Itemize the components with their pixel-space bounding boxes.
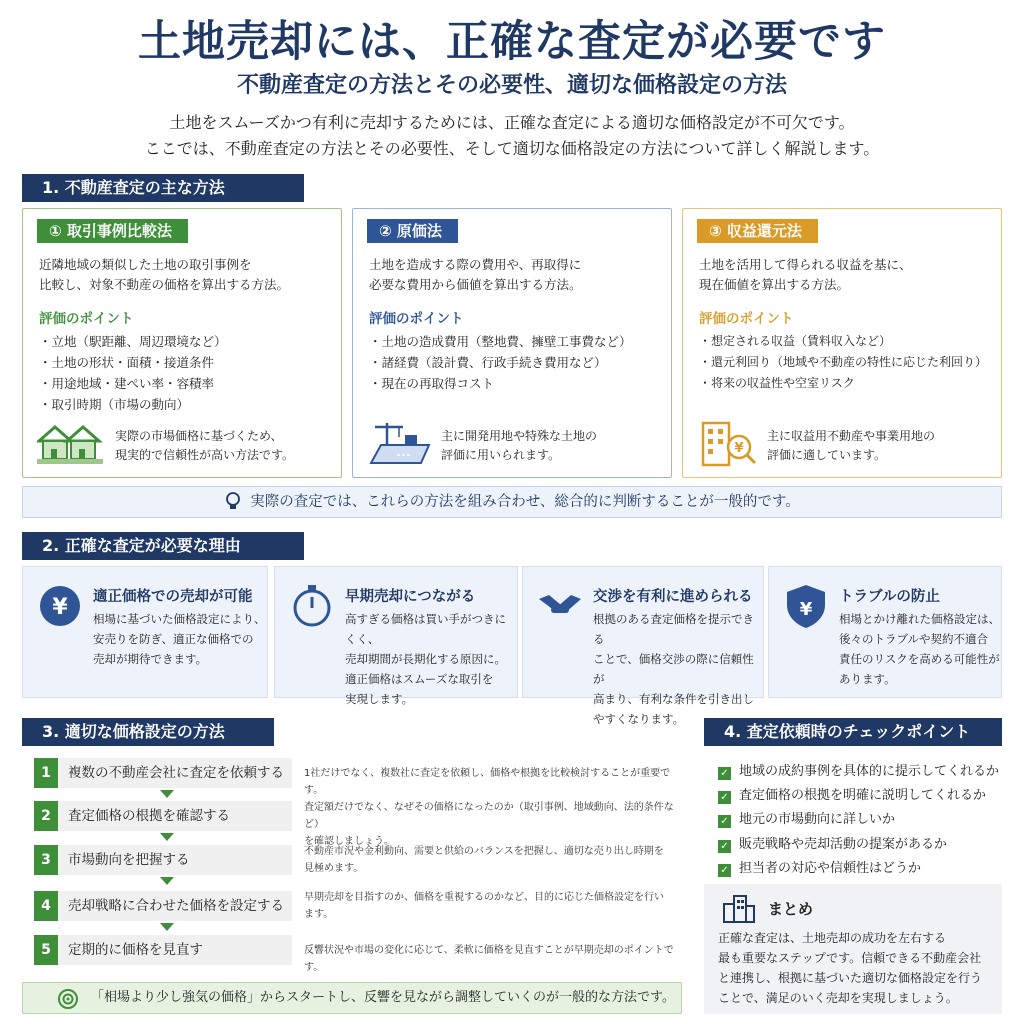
step-desc: 1社だけでなく、複数社に査定を依頼し、価格や根拠を比較検討することが重要です。 <box>304 768 671 796</box>
step-3: 3 市場動向を把握する <box>34 845 292 875</box>
method-card-comparison <box>22 208 342 478</box>
lightbulb-icon <box>224 491 242 522</box>
method-card-cost <box>352 208 672 478</box>
check-icon: ✓ <box>718 815 731 828</box>
check-item: ✓ 査定価格の根拠を明確に説明してくれるか <box>718 784 986 804</box>
method-note: 主に収益用不動産や事業用地の 評価に適しています。 <box>767 429 936 462</box>
step-arrow <box>160 790 174 798</box>
method-note: 主に開発用地や特殊な土地の 評価に用いられます。 <box>441 429 598 462</box>
shield-icon <box>783 583 829 629</box>
reason-title: 交渉を有利に進められる <box>593 589 753 605</box>
svg-text:¥: ¥ <box>52 595 68 620</box>
handshake-icon <box>537 583 583 629</box>
method-desc: 土地を活用して得られる収益を基に、 現在価値を算出する方法。 <box>699 257 912 292</box>
yen-coin-icon <box>37 583 83 629</box>
check-item: ✓ 販売戦略や売却活動の提案があるか <box>718 833 947 853</box>
method-tag: ③ 収益還元法 <box>697 219 818 243</box>
section2-heading: 2. 正確な査定が必要な理由 <box>22 532 304 560</box>
points-list: ・ 立地（駅距離、周辺環境など） ・ 土地の形状・面積・接道条件 ・ 用途地域・建ぺい率・容積率 ・ 取引時期（市場の動向） <box>39 331 227 415</box>
summary-text: 正確な査定は、土地売却の成功を左右する 最も重要なステップです。信頼できる不動産会社 と連携し、根拠に基づいた適切な価格設定を行う ことで、満足のいく売却を実現しましょう。 <box>718 931 983 1005</box>
step-4: 4 売却戦略に合わせた価格を設定する <box>34 891 292 921</box>
method-note: 実際の市場価格に基づくため、 現実的で信頼性が高い方法です。 <box>115 429 295 462</box>
summary-box <box>704 884 1002 1014</box>
step-desc: 不動産市況や金利動向、需要と供給のバランスを把握し、適切な売り出し時期を 見極めます。 <box>304 846 664 874</box>
buildings-icon <box>722 894 756 924</box>
check-item: ✓ 地域の成約事例を具体的に提示してくれるか <box>718 760 999 780</box>
page-title: 土地売却には、正確な査定が必要です <box>138 17 886 67</box>
points-list: ・ 想定される収益（賃料収入など） ・ 還元利回り（地域や不動産の特性に応じた利回り） ・ 将来の収益性や空室リスク <box>699 331 987 394</box>
method-card-income <box>682 208 1002 478</box>
section4-heading: 4. 査定依頼時のチェックポイント <box>704 718 1002 746</box>
step-2: 2 査定価格の根拠を確認する <box>34 801 292 831</box>
check-item: ✓ 担当者の対応や信頼性はどうか <box>718 857 921 877</box>
intro-line-1: 土地をスムーズかつ有利に売却するためには、正確な査定による適切な価格設定が不可欠です。 <box>169 113 855 132</box>
reason-title: トラブルの防止 <box>839 589 940 605</box>
section3-tip: 「相場より少し強気の価格」からスタートし、反響を見ながら調整していくのが一般的な方法です。 <box>22 982 682 1014</box>
section1-heading: 1. 不動産査定の主な方法 <box>22 174 304 202</box>
construction-site-icon <box>367 419 433 467</box>
reason-desc: 根拠のある査定価格を提示できる ことで、価格交渉の際に信頼性が 高まり、有利な条件を引き出し やすくなります。 <box>593 612 754 726</box>
houses-icon <box>37 419 103 467</box>
method-desc: 土地を造成する際の費用や、再取得に 必要な費用から価値を算出する方法。 <box>369 257 582 292</box>
reason-title: 適正価格での売却が可能 <box>93 589 253 605</box>
page-subtitle: 不動産査定の方法とその必要性、適切な価格設定の方法 <box>236 73 787 98</box>
step-1: 1 複数の不動産会社に査定を依頼する <box>34 758 292 788</box>
check-icon: ✓ <box>718 767 731 780</box>
method-desc: 近隣地域の類似した土地の取引事例を 比較し、対象不動産の価格を算出する方法。 <box>39 257 290 292</box>
summary-title: まとめ <box>768 900 814 918</box>
stopwatch-icon <box>289 583 335 629</box>
svg-text:¥: ¥ <box>799 599 813 620</box>
points-title: 評価のポイント <box>699 311 794 327</box>
step-arrow <box>160 923 174 931</box>
step-arrow <box>160 833 174 841</box>
svg-text:¥: ¥ <box>734 441 744 456</box>
step-5: 5 定期的に価格を見直す <box>34 935 292 965</box>
check-icon: ✓ <box>718 864 731 877</box>
reason-card-trouble <box>768 566 1002 698</box>
reason-card-fair-price <box>22 566 268 698</box>
building-yen-icon <box>697 419 763 467</box>
reason-card-negotiation <box>522 566 764 726</box>
method-tag: ② 原価法 <box>367 219 458 243</box>
reason-desc: 高すぎる価格は買い手がつきにくく、 売却期間が長期化する原因に。 適正価格はスムーズな取引を 実現します。 <box>345 612 506 706</box>
intro-line-2: ここでは、不動産査定の方法とその必要性、そして適切な価格設定の方法について詳しく解説します。 <box>144 139 880 158</box>
section1-tip: 実際の査定では、これらの方法を組み合わせ、総合的に判断することが一般的です。 <box>22 486 1002 518</box>
reason-desc: 相場に基づいた価格設定により、 安売りを防ぎ、適正な価格での 売却が期待できます。 <box>93 612 266 666</box>
check-icon: ✓ <box>718 791 731 804</box>
reason-title: 早期売却につながる <box>345 589 476 605</box>
reason-card-early-sale <box>274 566 518 706</box>
method-tag: ① 取引事例比較法 <box>37 219 188 243</box>
section3-heading: 3. 適切な価格設定の方法 <box>22 718 274 746</box>
check-icon: ✓ <box>718 840 731 853</box>
reason-desc: 相場とかけ離れた価格設定は、 後々のトラブルや契約不適合 責任のリスクを高める可能性が あります。 <box>839 612 1000 686</box>
points-title: 評価のポイント <box>39 311 134 327</box>
step-desc: 反響状況や市場の変化に応じて、柔軟に価格を見直すことが早期売却のポイントです。 <box>304 945 674 973</box>
target-icon <box>57 988 79 1022</box>
points-title: 評価のポイント <box>369 311 464 327</box>
points-list: ・ 土地の造成費用（整地費、擁壁工事費など） ・ 諸経費（設計費、行政手続き費用など） ・ 現在の再取得コスト <box>369 331 632 394</box>
step-desc: 査定額だけでなく、なぜその価格になったのか（取引事例、地域動向、法的条件など） を確認しましょう。 <box>304 802 674 847</box>
step-arrow <box>160 877 174 885</box>
step-desc: 早期売却を目指すのか、価格を重視するのかなど、目的に応じた価格設定を行い ます。 <box>304 892 664 920</box>
check-item: ✓ 地元の市場動向に詳しいか <box>718 808 895 828</box>
